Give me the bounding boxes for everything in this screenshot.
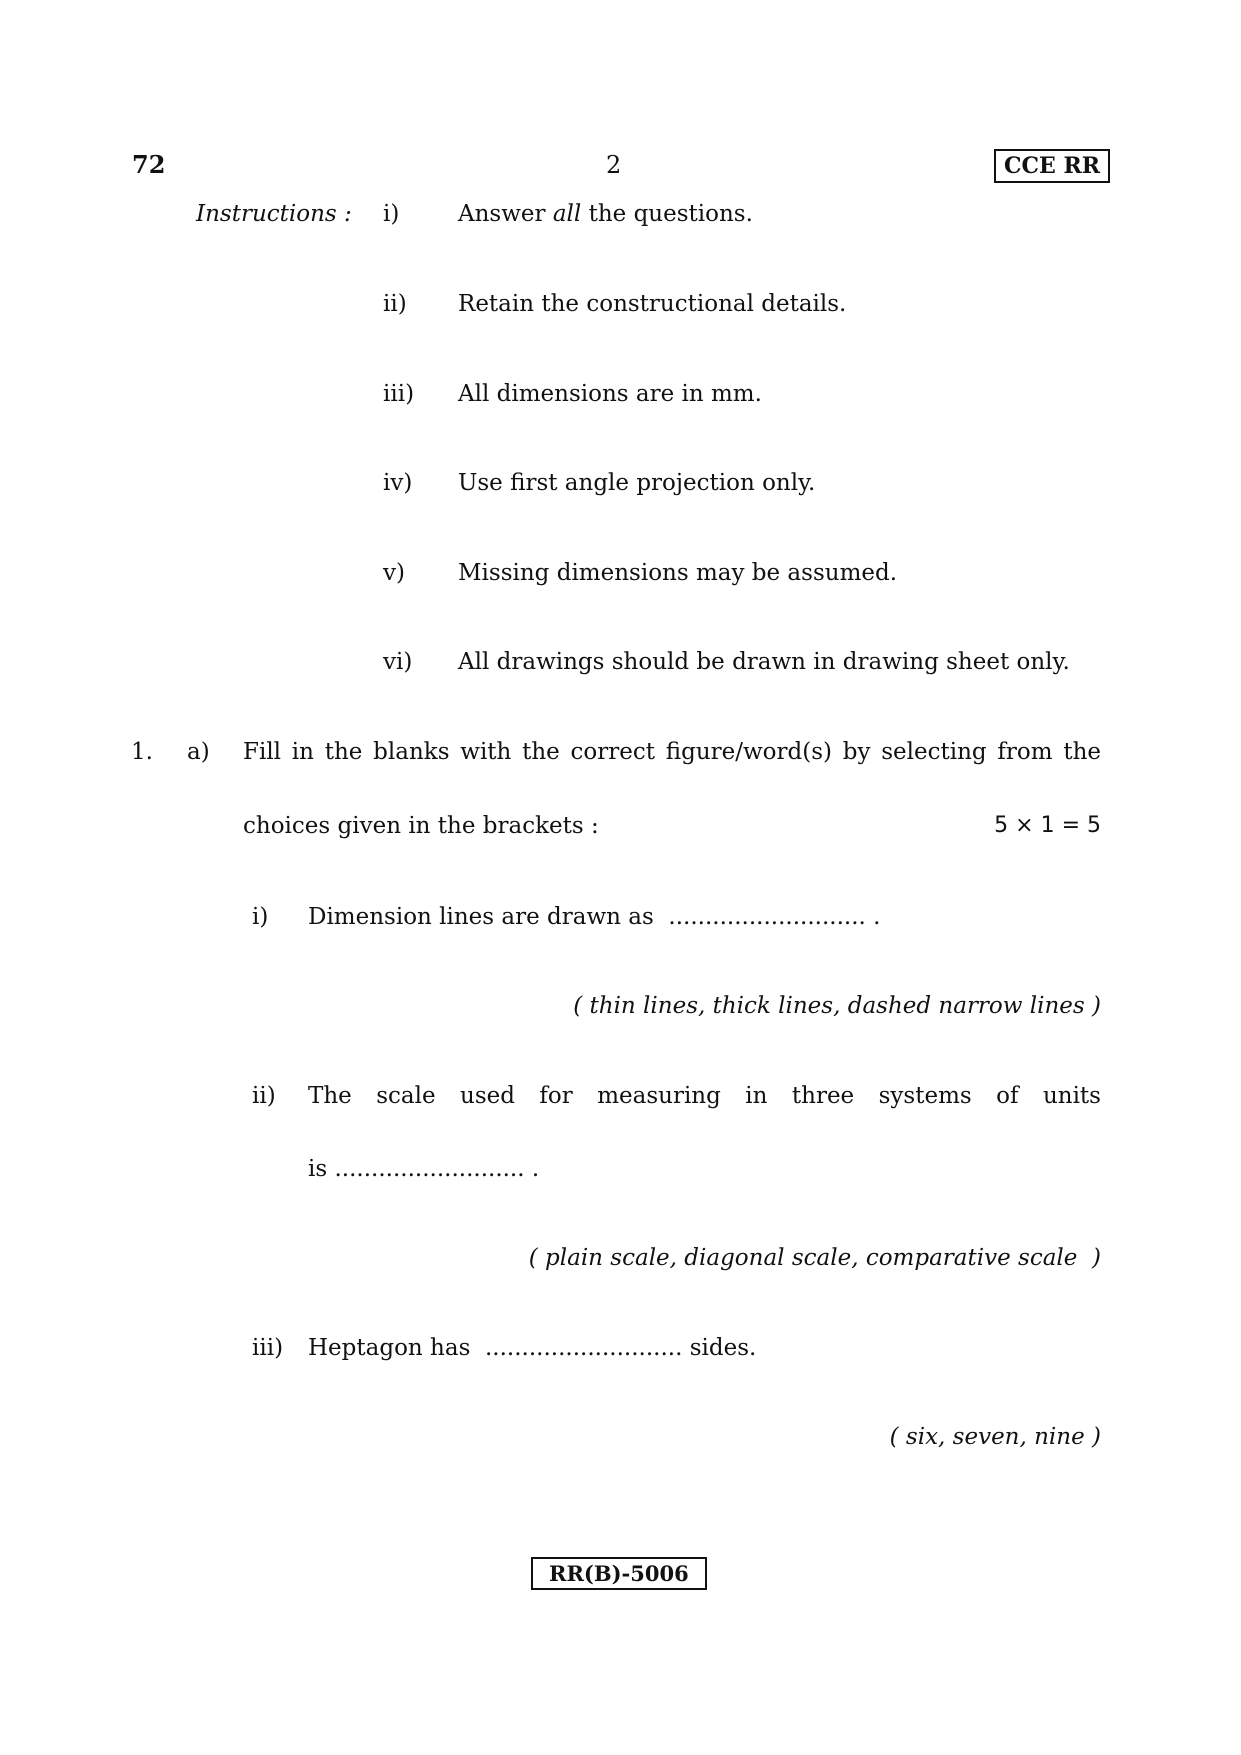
item-text-3: Heptagon has ........................... sides. (308, 1335, 757, 1361)
instruction-text-3: All dimensions are in mm. (458, 381, 762, 407)
question-prompt-line-2: choices given in the brackets : (243, 813, 599, 839)
instructions-label: Instructions : (196, 201, 352, 227)
instruction-text-1-pre: Answer (458, 201, 553, 227)
instruction-text-1 (458, 203, 753, 226)
item-2-word: scale (376, 1083, 436, 1109)
series-badge: CCE RR (994, 149, 1110, 183)
instruction-num-3: iii) (383, 381, 415, 407)
item-2-word: The (308, 1083, 352, 1109)
item-choices-3: ( six, seven, nine ) (889, 1424, 1101, 1450)
item-2-word: units (1042, 1083, 1101, 1109)
item-num-2: ii) (252, 1083, 276, 1109)
instruction-num-5: v) (383, 560, 405, 586)
instruction-num-2: ii) (383, 291, 407, 317)
item-text-2-line-1 (308, 1085, 1101, 1108)
instruction-text-1-em: all (552, 201, 582, 227)
question-number: 1. (131, 739, 153, 765)
item-choices-1: ( thin lines, thick lines, dashed narrow lines ) (573, 993, 1101, 1019)
item-2-word: three (791, 1083, 855, 1109)
question-part: a) (187, 739, 210, 765)
instruction-text-2: Retain the constructional details. (458, 291, 847, 317)
item-2-word: for (539, 1083, 573, 1109)
instruction-text-6: All drawings should be drawn in drawing sheet only. (458, 649, 1070, 675)
instruction-num-4: iv) (383, 470, 413, 496)
item-text-1: Dimension lines are drawn as ........................... . (308, 904, 881, 930)
instruction-text-4: Use first angle projection only. (458, 470, 816, 496)
page-code: 72 (132, 150, 166, 179)
item-2-word: used (460, 1083, 515, 1109)
question-prompt-line-1: Fill in the blanks with the correct figure/word(s) by selecting from the (243, 739, 1101, 765)
instruction-text-1-post: the questions. (581, 201, 753, 227)
item-2-word: systems (878, 1083, 972, 1109)
footer-code: RR(B)-5006 (531, 1557, 707, 1590)
item-choices-2: ( plain scale, diagonal scale, comparative scale ) (528, 1245, 1101, 1271)
instruction-num-6: vi) (383, 649, 413, 675)
question-marks: 5 × 1 = 5 (994, 813, 1101, 838)
item-2-word: in (745, 1083, 768, 1109)
item-2-word: of (996, 1083, 1019, 1109)
instruction-text-5: Missing dimensions may be assumed. (458, 560, 898, 586)
page-number: 2 (606, 151, 622, 179)
item-num-3: iii) (252, 1335, 284, 1361)
item-2-word: measuring (597, 1083, 721, 1109)
instruction-num-1: i) (383, 201, 400, 227)
item-num-1: i) (252, 904, 269, 930)
item-text-2-line-2: is .......................... . (308, 1156, 540, 1182)
